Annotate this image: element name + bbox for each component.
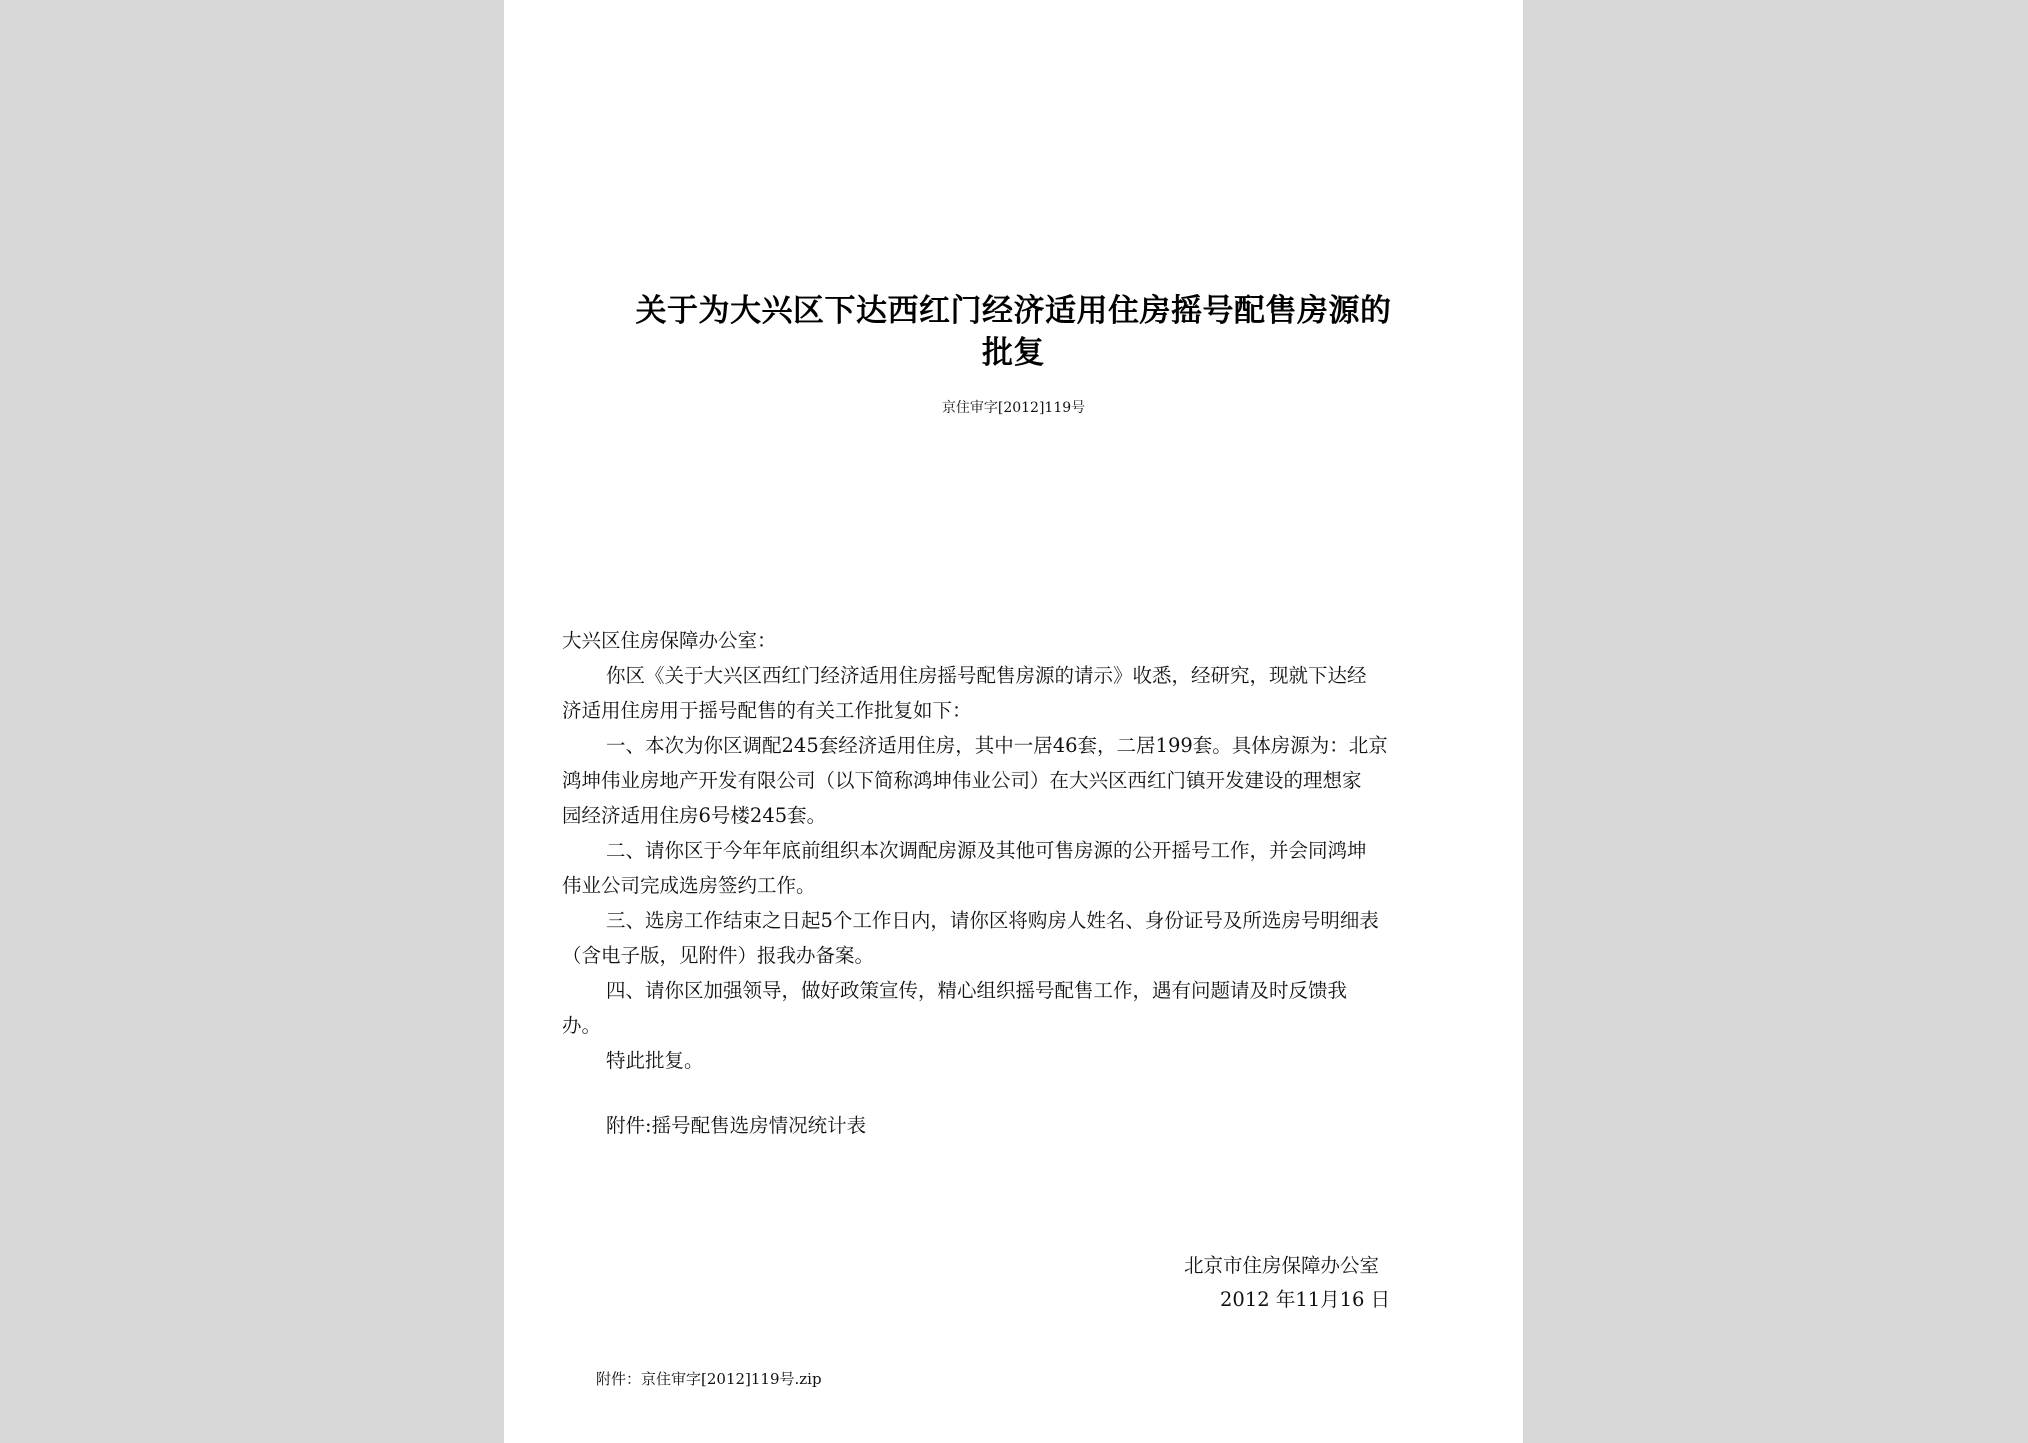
footer-attachment-link[interactable]: 附件：京住审字[2012]119号.zip xyxy=(596,1370,822,1388)
body-line: 四、请你区加强领导，做好政策宣传，精心组织摇号配售工作，遇有问题请及时反馈我 xyxy=(606,979,1348,1002)
body-line: 你区《关于大兴区西红门经济适用住房摇号配售房源的请示》收悉，经研究，现就下达经 xyxy=(606,664,1367,687)
body-line: 一、本次为你区调配245套经济适用住房，其中一居46套，二居199套。具体房源为：北京 xyxy=(606,734,1388,757)
closing-line: 特此批复。 xyxy=(606,1049,704,1072)
body-line: 三、选房工作结束之日起5个工作日内，请你区将购房人姓名、身份证号及所选房号明细表 xyxy=(606,909,1379,932)
document-body xyxy=(562,623,1462,1078)
body-line: 伟业公司完成选房签约工作。 xyxy=(562,874,816,897)
document-page xyxy=(504,0,1523,1443)
attachment-label: 附件:摇号配售选房情况统计表 xyxy=(606,1114,867,1137)
addressee: 大兴区住房保障办公室： xyxy=(562,629,777,652)
body-line: 济适用住房用于摇号配售的有关工作批复如下： xyxy=(562,699,972,722)
document-number: 京住审字[2012]119号 xyxy=(941,400,1086,416)
body-line: （含电子版，见附件）报我办备案。 xyxy=(562,944,875,967)
body-line: 园经济适用住房6号楼245套。 xyxy=(562,804,827,827)
signature-organization: 北京市住房保障办公室 xyxy=(1184,1254,1380,1277)
body-line: 办。 xyxy=(562,1014,602,1037)
document-title-line-1: 关于为大兴区下达西红门经济适用住房摇号配售房源的 xyxy=(635,293,1392,329)
body-line: 鸿坤伟业房地产开发有限公司（以下简称鸿坤伟业公司）在大兴区西红门镇开发建设的理想家 xyxy=(562,769,1362,792)
document-title-line-2: 批复 xyxy=(982,335,1045,371)
document-title xyxy=(504,290,1523,374)
body-line: 二、请你区于今年年底前组织本次调配房源及其他可售房源的公开摇号工作，并会同鸿坤 xyxy=(606,839,1367,862)
signature-date: 2012 年11月16 日 xyxy=(1220,1288,1391,1311)
